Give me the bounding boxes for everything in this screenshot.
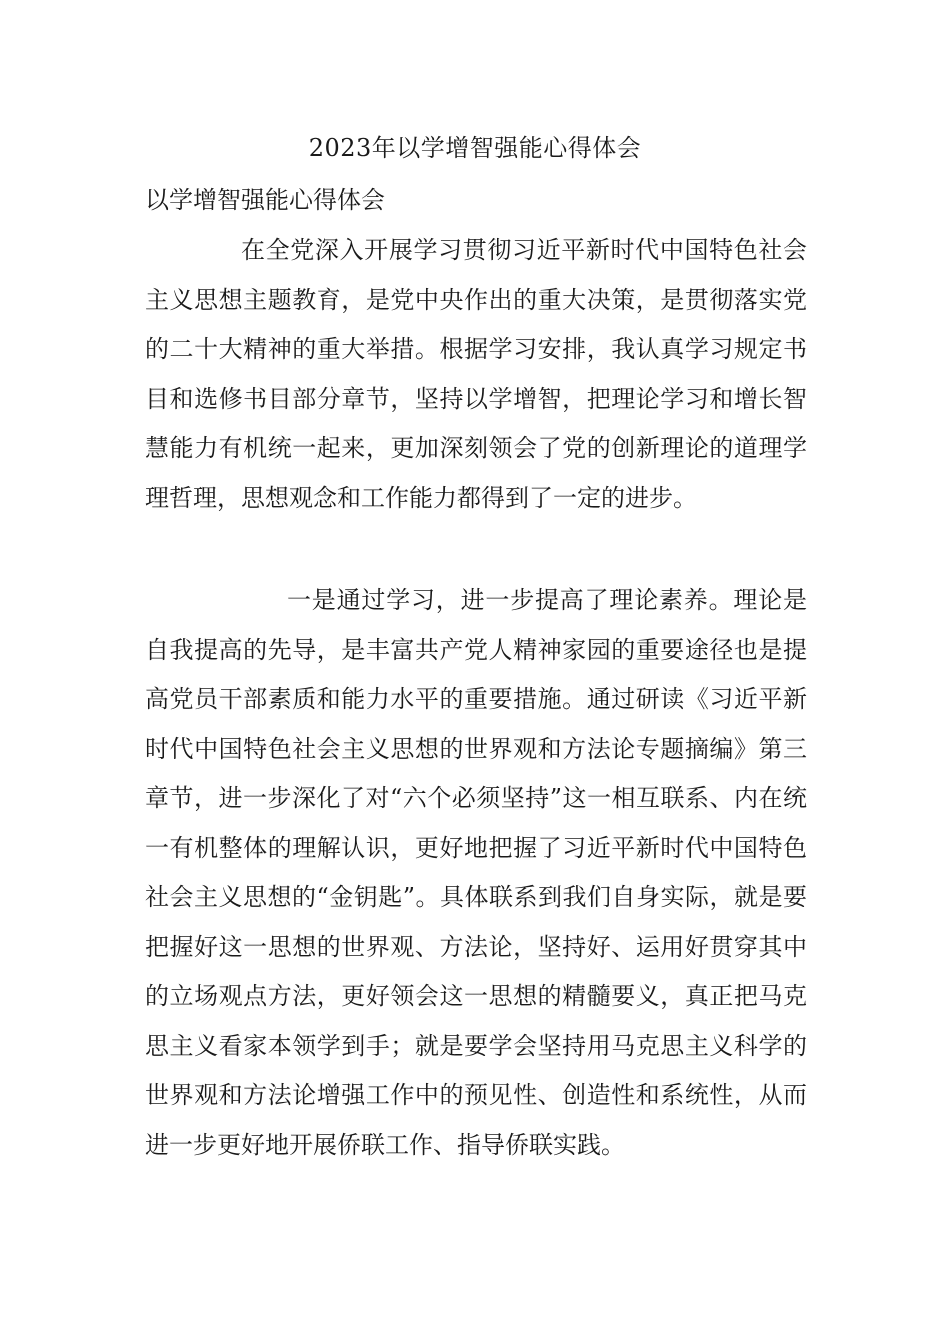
document-title: 2023年以学增智强能心得体会 <box>308 134 642 162</box>
document-subtitle: 以学增智强能心得体会 <box>145 186 385 214</box>
body-paragraph-theory: 一是通过学习，进一步提高了理论素养。理论是自我提高的先导，是丰富共产党人精神家园的重要途径也是提高党员干部素质和能力水平的重要措施。通过研读《习近平新时代中国特色社会主义思想的世界观和方法论专题摘编》第三章节，进一步深化了对“六个必须坚持”这一相互联系、内在统一有机整体的理解认识，更好地把握了习近平新时代中国特色社会主义思想的“金钥匙”。具体联系到我们自身实际，就是要把握好这一思想的世界观、方法论，坚持好、运用好贯穿其中的立场观点方法，更好领会这一思想的精髓要义，真正把马克思主义看家本领学到手；就是要学会坚持用马克思主义科学的世界观和方法论增强工作中的预见性、创造性和系统性，从而进一步更好地开展侨联工作、指导侨联实践。 <box>145 586 807 1159</box>
body-paragraph-intro: 在全党深入开展学习贯彻习近平新时代中国特色社会主义思想主题教育，是党中央作出的重大决策，是贯彻落实党的二十大精神的重大举措。根据学习安排，我认真学习规定书目和选修书目部分章节，坚持以学增智，把理论学习和增长智慧能力有机统一起来，更加深刻领会了党的创新理论的道理学理哲理，思想观念和工作能力都得到了一定的进步。 <box>145 236 807 512</box>
